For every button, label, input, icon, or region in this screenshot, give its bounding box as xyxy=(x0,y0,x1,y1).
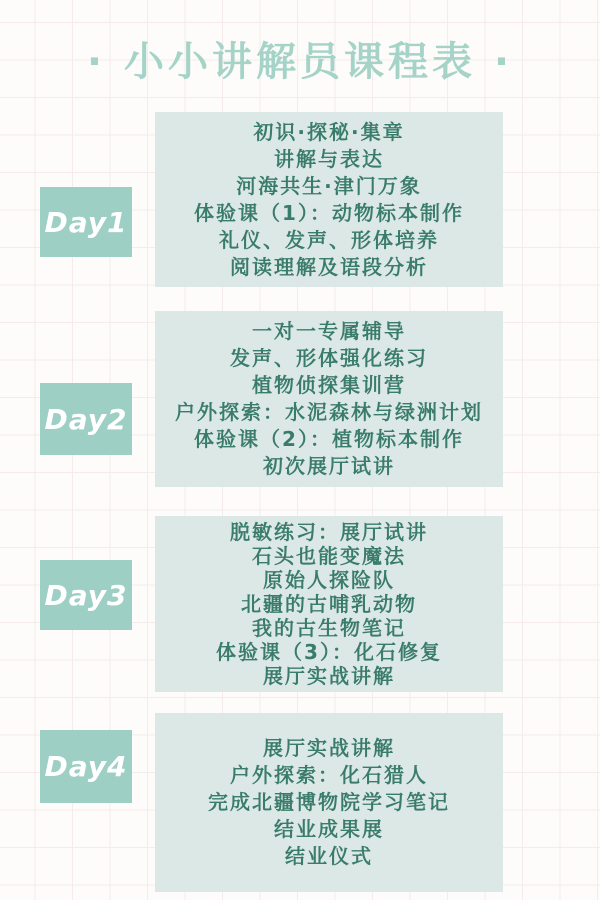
course-item: 阅读理解及语段分析 xyxy=(230,254,428,279)
course-item: 结业成果展 xyxy=(274,817,384,841)
course-item: 礼仪、发声、形体培养 xyxy=(219,227,439,252)
day2-label: Day2 xyxy=(40,383,132,455)
course-item: 体验课（2）：植物标本制作 xyxy=(194,427,464,451)
course-item: 脱敏练习：展厅试讲 xyxy=(230,520,428,544)
course-item: 初识·探秘·集章 xyxy=(253,119,405,144)
course-item: 展厅实战讲解 xyxy=(263,736,395,760)
day3-course-list xyxy=(155,516,503,692)
course-item: 户外探索：水泥森林与绿洲计划 xyxy=(175,400,483,424)
day4-course-list xyxy=(155,713,503,892)
course-item: 石头也能变魔法 xyxy=(252,544,406,568)
course-item: 体验课（1）：动物标本制作 xyxy=(194,200,464,225)
course-item: 北疆的古哺乳动物 xyxy=(241,592,417,616)
course-item: 户外探索：化石猎人 xyxy=(230,763,428,787)
course-item: 讲解与表达 xyxy=(274,146,384,171)
course-item: 我的古生物笔记 xyxy=(252,616,406,640)
course-item: 发声、形体强化练习 xyxy=(230,346,428,370)
course-item: 完成北疆博物院学习笔记 xyxy=(208,790,450,814)
course-item: 初次展厅试讲 xyxy=(263,454,395,478)
day4-label: Day4 xyxy=(40,730,132,803)
course-item: 一对一专属辅导 xyxy=(252,319,406,343)
day2-course-list xyxy=(155,311,503,487)
day1-course-list xyxy=(155,112,503,287)
page-title: · 小小讲解员课程表 · xyxy=(86,39,514,85)
course-item: 体验课（3）：化石修复 xyxy=(216,640,442,664)
course-item: 展厅实战讲解 xyxy=(263,664,395,688)
course-item: 河海共生·津门万象 xyxy=(236,173,422,198)
course-item: 原始人探险队 xyxy=(263,568,395,592)
course-item: 植物侦探集训营 xyxy=(252,373,406,397)
day1-label: Day1 xyxy=(40,187,132,257)
day3-label: Day3 xyxy=(40,560,132,630)
course-item: 结业仪式 xyxy=(285,844,373,868)
